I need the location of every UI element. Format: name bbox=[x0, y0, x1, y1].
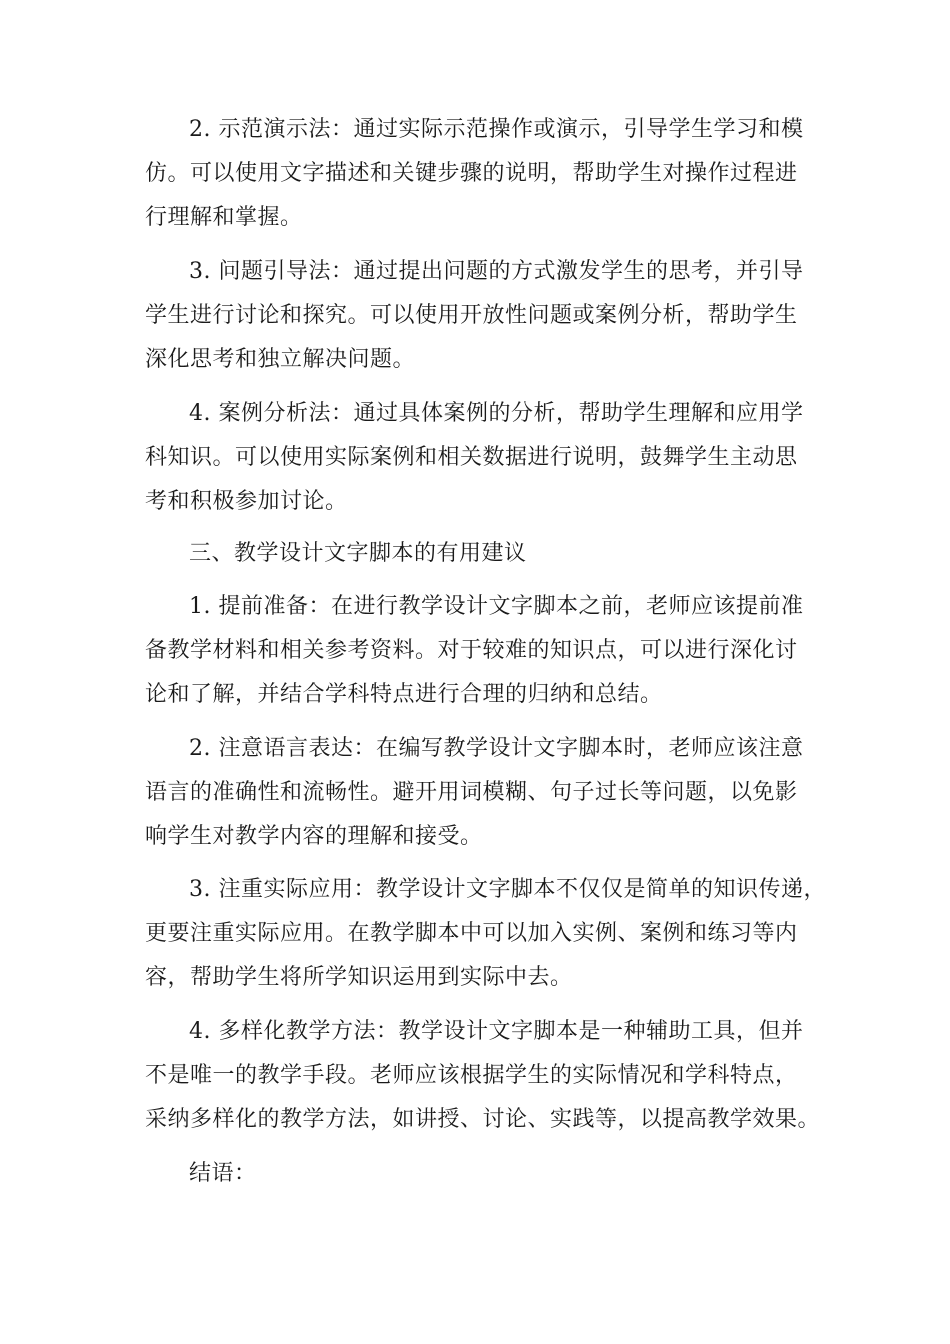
paragraph-diversified-methods bbox=[145, 1010, 825, 1142]
text-line: 考和积极参加讨论。 bbox=[145, 489, 348, 514]
paragraph-practical-application bbox=[145, 868, 825, 1000]
text-line: 4. 多样化教学方法：教学设计文字脚本是一种辅助工具，但并 bbox=[189, 1019, 804, 1044]
text-line: 2. 示范演示法：通过实际示范操作或演示，引导学生学习和模 bbox=[189, 117, 804, 142]
conclusion-label: 结语： bbox=[189, 1161, 257, 1186]
text-line: 1. 提前准备：在进行教学设计文字脚本之前，老师应该提前准 bbox=[189, 594, 804, 619]
paragraph-prepare-in-advance bbox=[145, 585, 825, 717]
text-line: 不是唯一的教学手段。老师应该根据学生的实际情况和学科特点， bbox=[145, 1063, 798, 1088]
text-line: 备教学材料和相关参考资料。对于较难的知识点，可以进行深化讨 bbox=[145, 638, 798, 663]
text-line: 3. 问题引导法：通过提出问题的方式激发学生的思考，并引导 bbox=[189, 259, 804, 284]
paragraph-language-expression bbox=[145, 727, 825, 859]
paragraph-case-analysis-method bbox=[145, 392, 825, 524]
text-line: 3. 注重实际应用：教学设计文字脚本不仅仅是简单的知识传递， bbox=[189, 877, 826, 902]
text-line: 采纳多样化的教学方法，如讲授、讨论、实践等，以提高教学效果。 bbox=[145, 1107, 821, 1132]
text-line: 4. 案例分析法：通过具体案例的分析，帮助学生理解和应用学 bbox=[189, 401, 804, 426]
text-line: 更要注重实际应用。在教学脚本中可以加入实例、案例和练习等内 bbox=[145, 921, 798, 946]
text-line: 语言的准确性和流畅性。避开用词模糊、句子过长等问题，以免影 bbox=[145, 780, 798, 805]
paragraph-question-guidance-method bbox=[145, 250, 825, 382]
text-line: 学生进行讨论和探究。可以使用开放性问题或案例分析，帮助学生 bbox=[145, 303, 798, 328]
text-line: 仿。可以使用文字描述和关键步骤的说明，帮助学生对操作过程进 bbox=[145, 161, 798, 186]
text-line: 行理解和掌握。 bbox=[145, 205, 303, 230]
section-heading-useful-suggestions bbox=[145, 532, 825, 576]
text-line: 科知识。可以使用实际案例和相关数据进行说明，鼓舞学生主动思 bbox=[145, 445, 798, 470]
text-line: 响学生对教学内容的理解和接受。 bbox=[145, 824, 483, 849]
section-heading: 三、教学设计文字脚本的有用建议 bbox=[189, 541, 527, 566]
conclusion-heading bbox=[145, 1152, 825, 1196]
paragraph-demonstration-method bbox=[145, 108, 825, 240]
text-line: 论和了解，并结合学科特点进行合理的归纳和总结。 bbox=[145, 682, 663, 707]
text-line: 2. 注意语言表达：在编写教学设计文字脚本时，老师应该注意 bbox=[189, 736, 804, 761]
text-line: 深化思考和独立解决问题。 bbox=[145, 347, 416, 372]
text-line: 容，帮助学生将所学知识运用到实际中去。 bbox=[145, 965, 573, 990]
